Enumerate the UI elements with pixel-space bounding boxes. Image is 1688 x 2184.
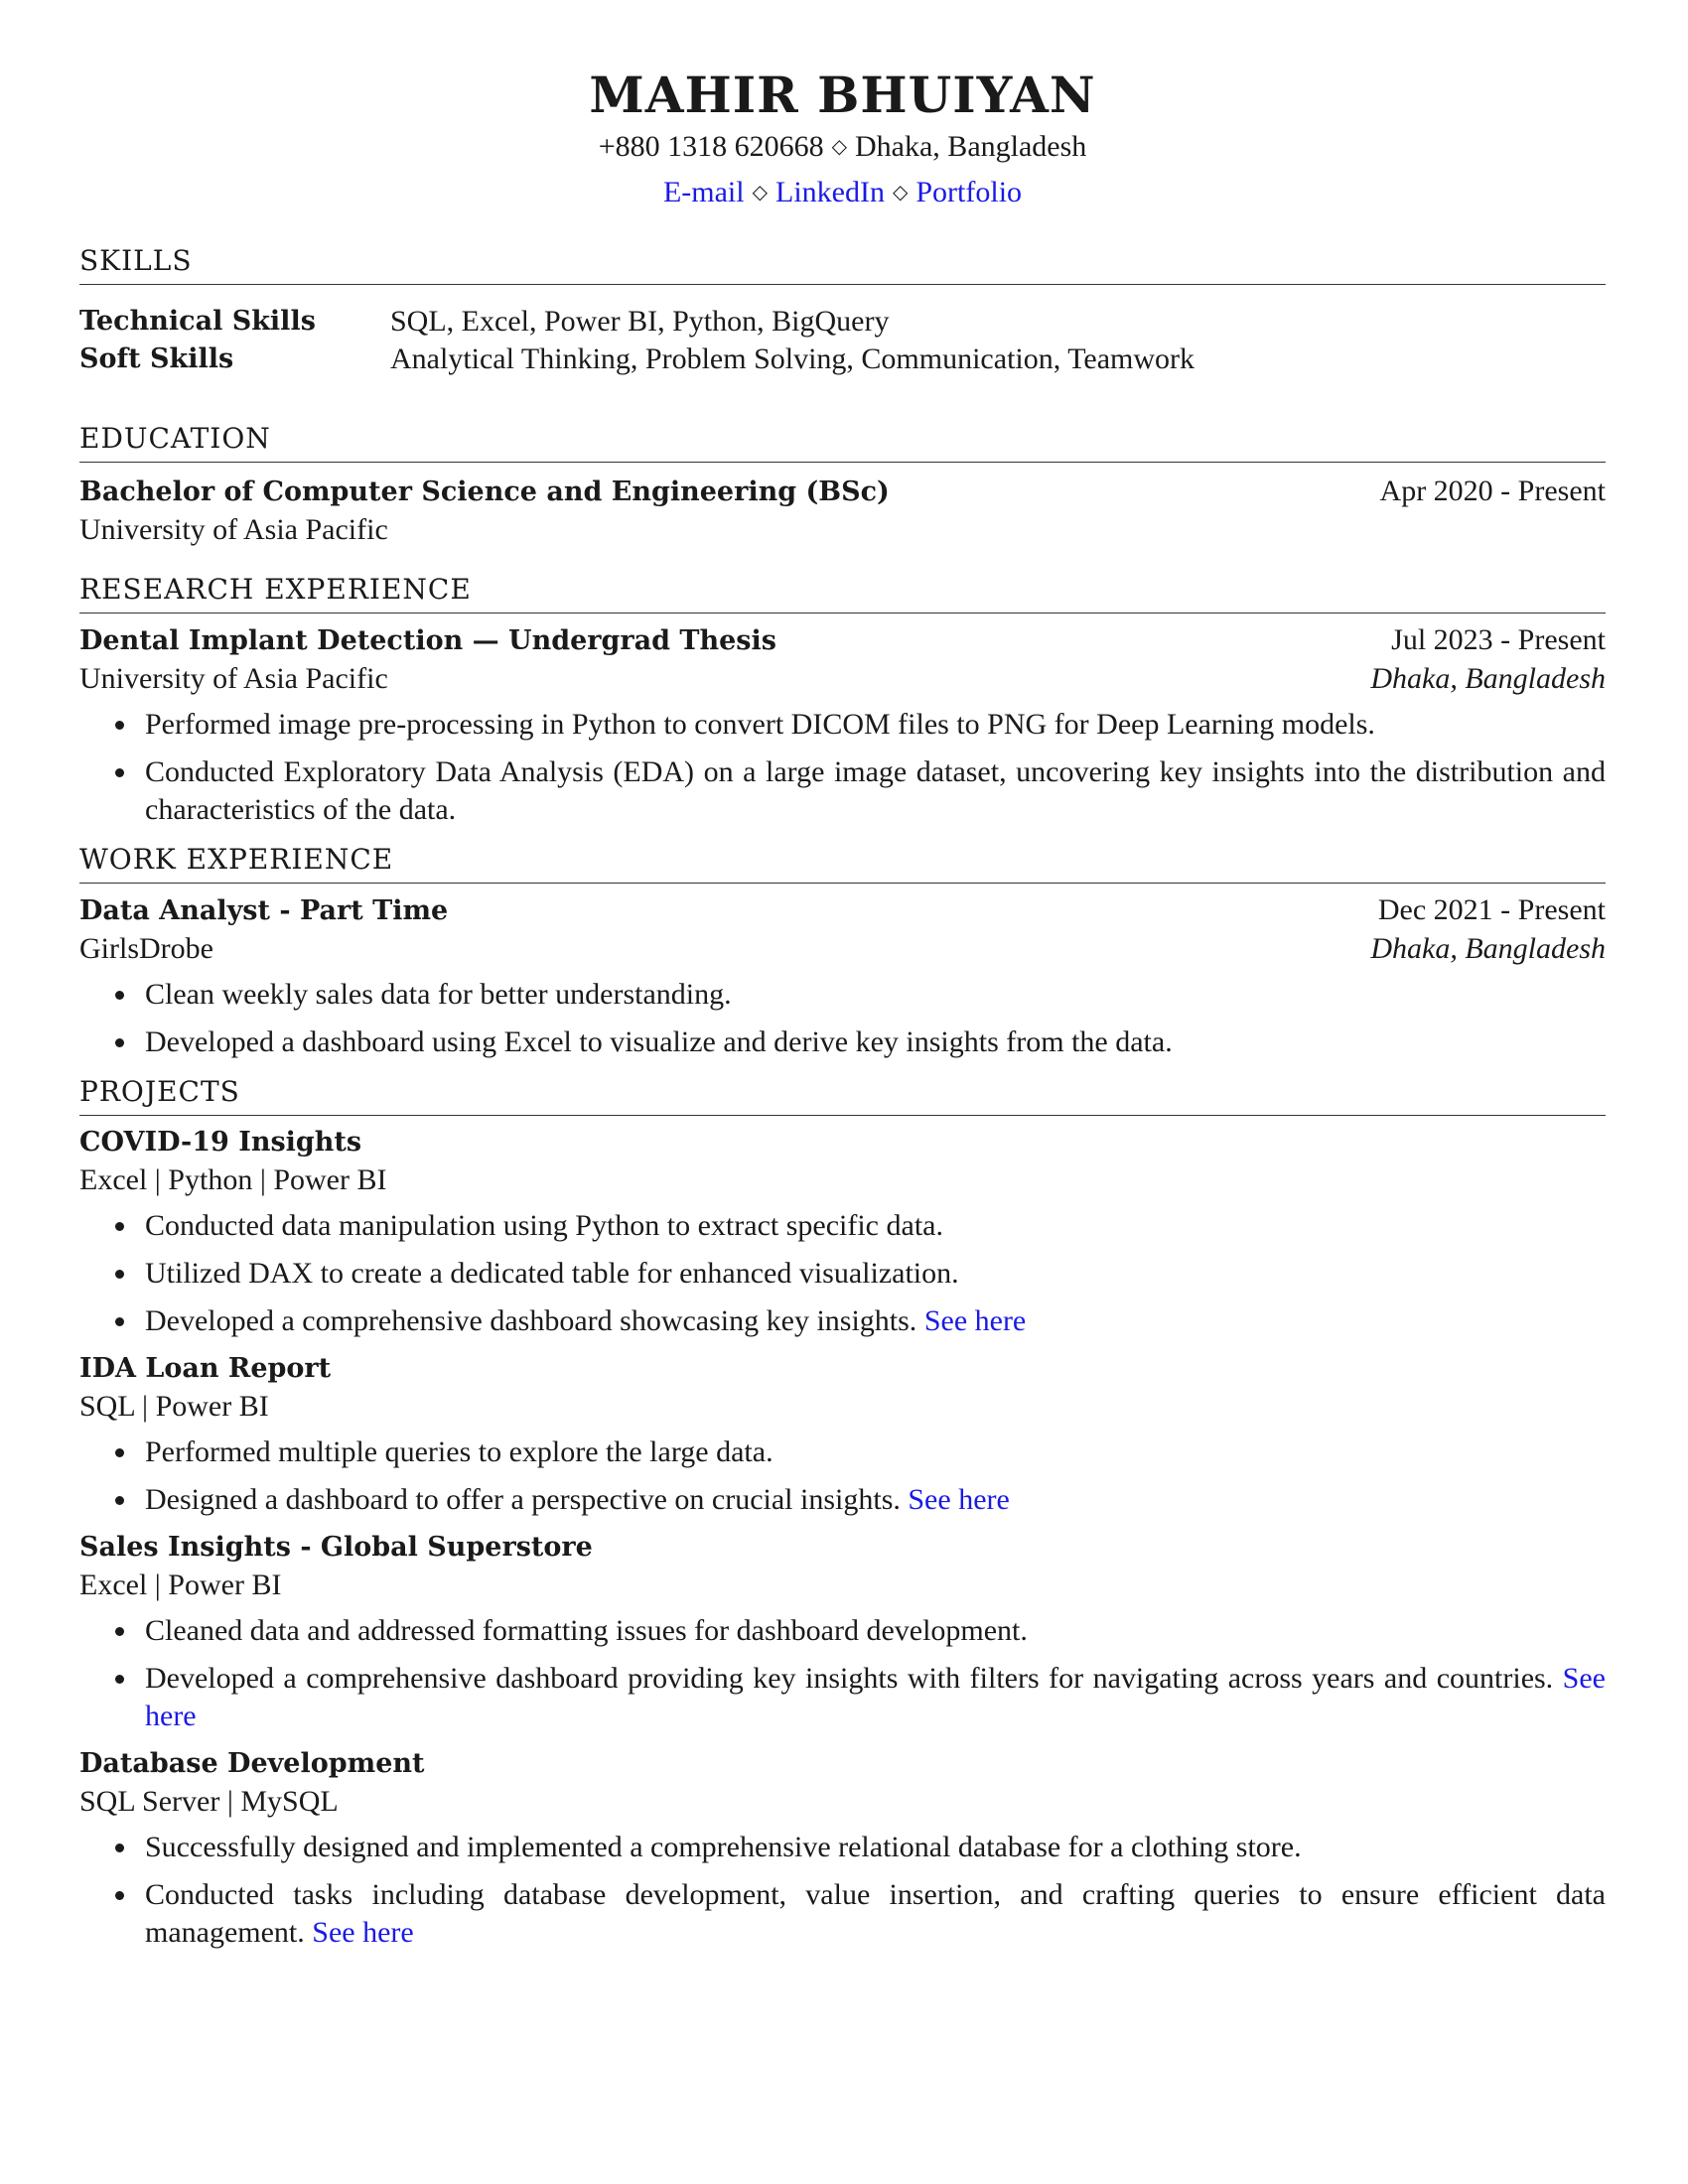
project-tech: SQL | Power BI — [79, 1390, 269, 1423]
research-institution: University of Asia Pacific — [79, 662, 388, 695]
project-title: Database Development — [79, 1748, 425, 1779]
project-item — [79, 1350, 1606, 1519]
phone-number: +880 1318 620668 — [598, 130, 824, 163]
list-item — [145, 1481, 1606, 1519]
skills-table — [79, 303, 1606, 378]
project-tech: Excel | Python | Power BI — [79, 1163, 387, 1196]
section-title-projects: PROJECTS — [79, 1073, 1606, 1116]
diamond-separator-icon: ◇ — [892, 180, 909, 204]
education-dates: Apr 2020 - Present — [1379, 475, 1606, 507]
section-title-education: EDUCATION — [79, 420, 1606, 463]
location: Dhaka, Bangladesh — [855, 130, 1087, 163]
list-item: Successfully designed and implemented a comprehensive relational database for a clothing store. — [145, 1829, 1606, 1866]
section-title-work: WORK EXPERIENCE — [79, 841, 1606, 884]
education-institution-row — [79, 511, 1606, 549]
email-link[interactable]: E-mail — [662, 176, 745, 208]
research-section — [79, 571, 1606, 829]
research-bullets — [79, 706, 1606, 829]
diamond-separator-icon: ◇ — [752, 180, 768, 204]
see-here-link[interactable]: See here — [908, 1483, 1010, 1516]
list-item: Performed image pre-processing in Python to convert DICOM files to PNG for Deep Learning models. — [145, 706, 1606, 744]
list-item: Conducted Exploratory Data Analysis (EDA) on a large image dataset, uncovering key insights into the distribution and characteristics of the data. — [145, 753, 1606, 829]
list-item — [145, 1302, 1606, 1340]
skills-row — [79, 341, 1606, 378]
see-here-link[interactable]: See here — [312, 1916, 414, 1949]
linkedin-link[interactable]: LinkedIn — [775, 176, 885, 208]
work-dates: Dec 2021 - Present — [1377, 893, 1606, 926]
research-role: Dental Implant Detection — Undergrad Thesis — [79, 625, 776, 656]
skills-label: Soft Skills — [79, 343, 234, 374]
project-bullets — [79, 1829, 1606, 1952]
work-company-row — [79, 930, 1606, 968]
project-item — [79, 1529, 1606, 1735]
education-entry-row — [79, 473, 1606, 511]
project-bullets — [79, 1433, 1606, 1519]
research-institution-row — [79, 660, 1606, 698]
work-bullets — [79, 976, 1606, 1061]
list-item: Utilized DAX to create a dedicated table for enhanced visualization. — [145, 1255, 1606, 1293]
project-title: Sales Insights - Global Superstore — [79, 1532, 593, 1563]
skills-value: SQL, Excel, Power BI, Python, BigQuery — [390, 305, 890, 338]
bullet-text: Designed a dashboard to offer a perspective on crucial insights. — [145, 1483, 901, 1516]
links-line — [79, 171, 1606, 216]
research-location: Dhaka, Bangladesh — [1370, 662, 1606, 695]
section-title-research: RESEARCH EXPERIENCE — [79, 571, 1606, 614]
skills-label: Technical Skills — [79, 306, 316, 337]
work-section — [79, 841, 1606, 1061]
project-tech: Excel | Power BI — [79, 1569, 282, 1601]
work-location: Dhaka, Bangladesh — [1370, 932, 1606, 965]
section-title-skills: SKILLS — [79, 242, 1606, 285]
contact-line — [79, 125, 1606, 171]
list-item — [145, 1660, 1606, 1735]
project-bullets — [79, 1207, 1606, 1340]
list-item: Cleaned data and addressed formatting issues for dashboard development. — [145, 1612, 1606, 1650]
see-here-link[interactable]: See here — [923, 1304, 1027, 1337]
list-item: Conducted data manipulation using Python to extract specific data. — [145, 1207, 1606, 1245]
list-item: Clean weekly sales data for better understanding. — [145, 976, 1606, 1014]
list-item: Developed a dashboard using Excel to visualize and derive key insights from the data. — [145, 1024, 1606, 1061]
bullet-text: Developed a comprehensive dashboard providing key insights with filters for navigating across years and countries. — [145, 1662, 1554, 1695]
research-entry-row — [79, 621, 1606, 660]
resume-header — [79, 0, 1606, 216]
project-bullets — [79, 1612, 1606, 1735]
skills-value: Analytical Thinking, Problem Solving, Communication, Teamwork — [390, 342, 1196, 375]
bullet-text: Conducted tasks including database development, value insertion, and crafting queries to ensure efficient data management. — [145, 1878, 1606, 1949]
see-here-link[interactable]: See here — [145, 1662, 1606, 1732]
skills-row — [79, 303, 1606, 341]
list-item: Performed multiple queries to explore the large data. — [145, 1433, 1606, 1471]
education-section — [79, 420, 1606, 549]
portfolio-link[interactable]: Portfolio — [915, 176, 1023, 208]
projects-section — [79, 1073, 1606, 1952]
work-entry-row — [79, 891, 1606, 930]
diamond-separator-icon: ◇ — [831, 134, 848, 158]
bullet-text: Developed a comprehensive dashboard showcasing key insights. — [145, 1304, 917, 1337]
project-title: COVID-19 Insights — [79, 1127, 362, 1158]
candidate-name: MAHIR BHUIYAN — [589, 66, 1096, 124]
skills-section — [79, 242, 1606, 378]
education-institution: University of Asia Pacific — [79, 513, 388, 546]
degree-title: Bachelor of Computer Science and Engineering (BSc) — [79, 477, 890, 507]
project-item — [79, 1124, 1606, 1340]
work-role: Data Analyst - Part Time — [79, 895, 449, 926]
list-item — [145, 1876, 1606, 1952]
project-title: IDA Loan Report — [79, 1353, 332, 1384]
research-dates: Jul 2023 - Present — [1391, 623, 1606, 656]
project-tech: SQL Server | MySQL — [79, 1785, 339, 1818]
project-item — [79, 1745, 1606, 1952]
work-company: GirlsDrobe — [79, 932, 213, 965]
resume-page — [79, 0, 1606, 2184]
